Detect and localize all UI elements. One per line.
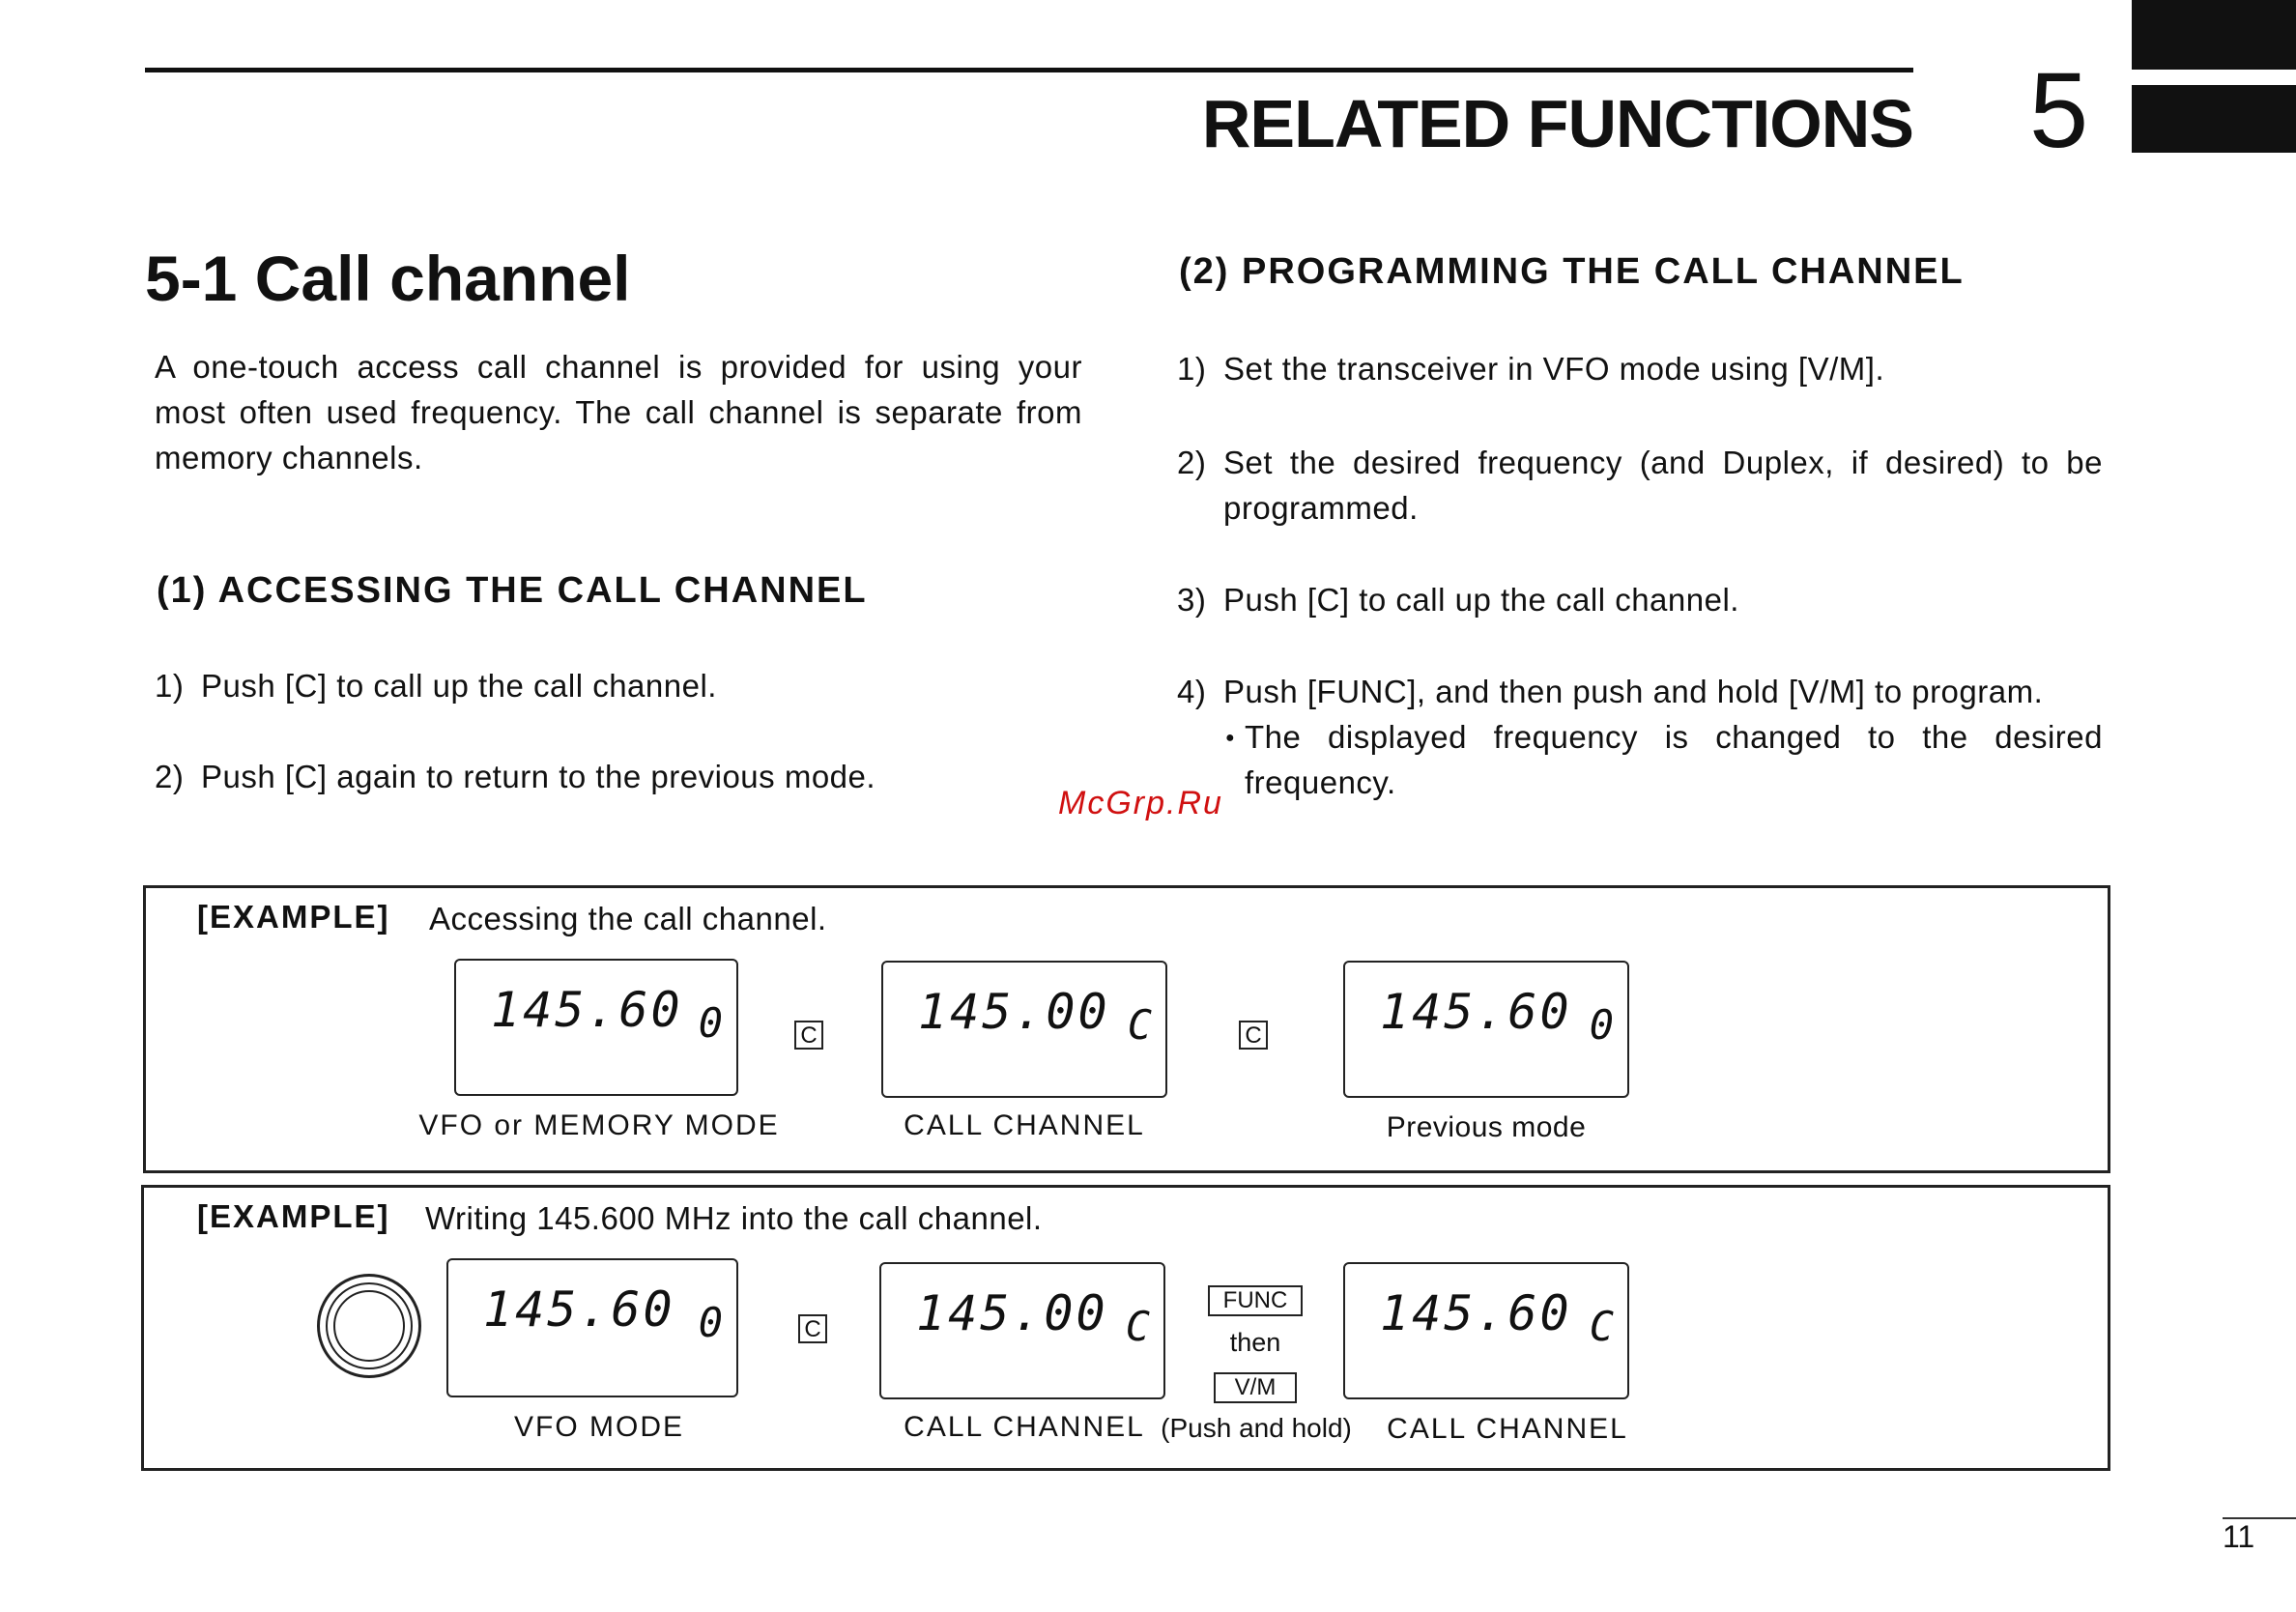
accessing-step [155, 663, 1082, 708]
watermark: McGrp.Ru [1058, 785, 1223, 821]
example-label: [EXAMPLE] [197, 1198, 390, 1234]
display-caption: VFO MODE [513, 1411, 684, 1443]
section-title: 5-1 Call channel [145, 243, 631, 314]
tuning-dial-ring-icon [326, 1282, 413, 1369]
step-number: 1) [1177, 351, 1207, 387]
step-number: 4) [1177, 674, 1207, 709]
lcd-display [454, 959, 738, 1096]
page-number: 11 [2223, 1519, 2255, 1554]
lcd-display [1343, 961, 1629, 1098]
step-text: Set the transceiver in VFO mode using [V/M]. [1223, 351, 1885, 387]
display-caption: Previous mode [1386, 1111, 1587, 1143]
step-number: 1) [155, 668, 185, 704]
chapter-tab-bottom [2132, 85, 2296, 153]
programming-step [1177, 669, 2103, 805]
step-number: 2) [1177, 445, 1207, 480]
programming-step [1177, 440, 2103, 531]
lcd-frequency: 145.60 [483, 1281, 675, 1338]
lcd-mode: C [1125, 1303, 1150, 1350]
lcd-mode: C [1127, 1001, 1152, 1049]
programming-heading: (2) PROGRAMMING THE CALL CHANNEL [1179, 251, 1965, 292]
lcd-frequency: 145.60 [1380, 984, 1572, 1040]
lcd-display [446, 1258, 738, 1397]
chapter-tab-top [2132, 0, 2296, 70]
c-key-icon: C [794, 1021, 823, 1050]
push-hold-label: (Push and hold) [1161, 1413, 1352, 1443]
accessing-step [155, 754, 1082, 799]
step-number: 2) [155, 759, 185, 794]
step-text: Push [C] again to return to the previous mode. [201, 759, 876, 794]
chapter-number: 5 [2029, 51, 2089, 170]
chapter-title: RELATED FUNCTIONS [1201, 86, 1913, 161]
display-caption: CALL CHANNEL [904, 1411, 1145, 1443]
lcd-frequency: 145.00 [916, 1285, 1108, 1341]
lcd-frequency: 145.60 [1380, 1285, 1572, 1341]
then-label: then [1229, 1328, 1281, 1357]
func-key-icon: FUNC [1208, 1285, 1303, 1316]
lcd-display [879, 1262, 1165, 1399]
lcd-mode: 0 [698, 1299, 723, 1346]
c-key-icon: C [1239, 1021, 1268, 1050]
lcd-frequency: 145.60 [491, 982, 683, 1038]
step-text: Push [C] to call up the call channel. [1223, 582, 1739, 618]
lcd-display [1343, 1262, 1629, 1399]
accessing-steps [155, 663, 1082, 799]
section-intro: A one-touch access call channel is provided for using your most often used frequency. The call channel is separate from memory channels. [155, 349, 1082, 475]
display-caption: CALL CHANNEL [904, 1109, 1145, 1141]
programming-step [1177, 577, 2103, 622]
step-text: Push [FUNC], and then push and hold [V/M] to program. [1223, 674, 2044, 709]
lcd-mode: 0 [1589, 1001, 1614, 1049]
lcd-mode: C [1589, 1303, 1614, 1350]
tuning-dial-center-icon [333, 1290, 405, 1362]
tuning-dial-icon [317, 1274, 421, 1378]
step-note: ● The displayed frequency is changed to the desired frequency. [1223, 714, 2103, 805]
accessing-heading: (1) ACCESSING THE CALL CHANNEL [157, 570, 868, 611]
lcd-frequency: 145.00 [918, 984, 1110, 1040]
example-text: Writing 145.600 MHz into the call channel. [425, 1200, 1043, 1236]
programming-step [1177, 346, 2103, 391]
example-label: [EXAMPLE] [197, 899, 390, 935]
c-key-icon: C [798, 1314, 827, 1343]
header-rule [145, 68, 1913, 72]
step-text: Set the desired frequency (and Duplex, if desired) to be programmed. [1223, 445, 2103, 526]
vm-key-icon: V/M [1214, 1372, 1297, 1403]
display-caption: CALL CHANNEL [1387, 1413, 1628, 1445]
step-text: Push [C] to call up the call channel. [201, 668, 717, 704]
step-number: 3) [1177, 582, 1207, 618]
example-text: Accessing the call channel. [429, 901, 827, 936]
programming-steps [1177, 346, 2103, 805]
display-caption: VFO or MEMORY MODE [418, 1109, 780, 1141]
lcd-display [881, 961, 1167, 1098]
lcd-mode: 0 [698, 999, 723, 1047]
